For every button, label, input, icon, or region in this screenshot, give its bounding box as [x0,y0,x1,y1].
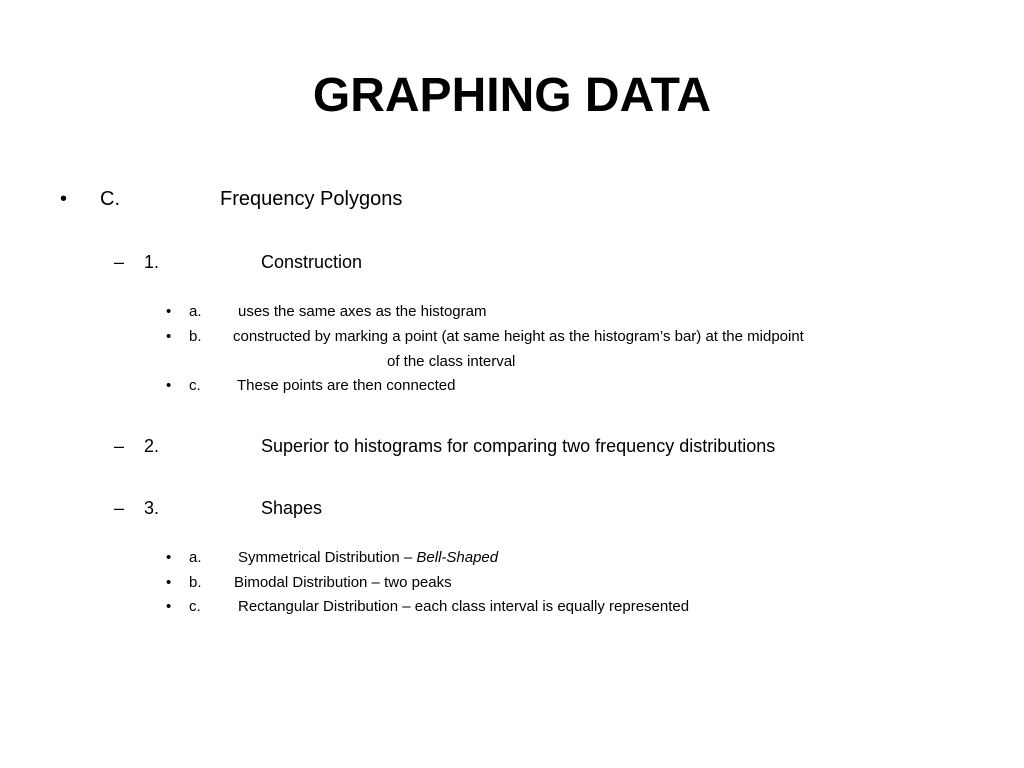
point-marker: 3. [144,498,160,518]
slide-title: GRAPHING DATA [312,69,712,122]
bullet: • [60,188,68,210]
section-marker: C. [100,188,120,210]
bullet: • [166,598,172,615]
subitem-marker: a. [189,303,202,320]
bullet: • [166,328,172,345]
subitem-emphasis: Bell-Shaped [416,549,499,566]
subitem-text: Symmetrical Distribution – [238,549,417,566]
subitem-marker: b. [189,574,202,591]
dash-bullet: – [114,436,125,456]
section-heading: Frequency Polygons [220,188,403,210]
subitem-text: uses the same axes as the histogram [238,303,487,320]
subitem-text: Bimodal Distribution – two peaks [234,574,452,591]
point-marker: 1. [144,252,160,272]
subitem-marker: b. [189,328,202,345]
bullet: • [166,377,172,394]
subitem-text-wrapper [238,548,498,567]
subitem-text: Rectangular Distribution – each class interval is equally represented [238,598,690,615]
subitem-marker: c. [189,598,201,615]
subitem-text: These points are then connected [237,377,456,394]
subitem-text: constructed by marking a point (at same height as the histogram’s bar) at the midpoint [233,328,804,345]
subitem-marker: a. [189,549,202,566]
point-text: Shapes [261,498,323,518]
point-text: Construction [261,252,363,272]
bullet: • [166,574,172,591]
bullet: • [166,549,172,566]
point-marker: 2. [144,436,160,456]
bullet: • [166,303,172,320]
subitem-continuation: of the class interval [387,353,516,370]
subitem-marker: c. [189,377,201,394]
point-text: Superior to histograms for comparing two frequency distributions [261,436,776,456]
dash-bullet: – [114,252,125,272]
dash-bullet: – [114,498,125,518]
